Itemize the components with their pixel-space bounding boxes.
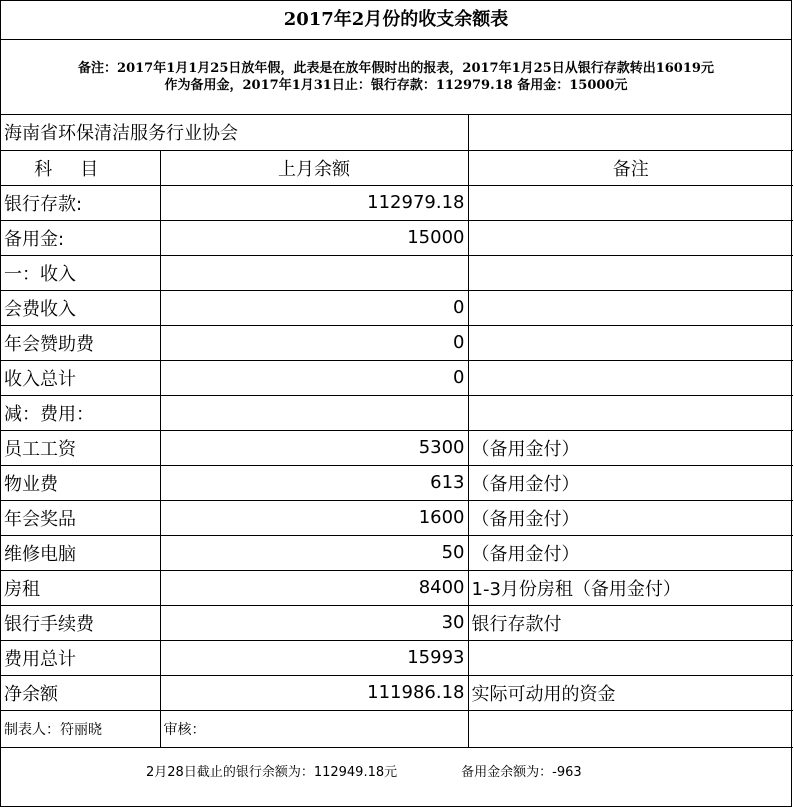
- row-amount[interactable]: 613: [160, 465, 468, 500]
- row-remark[interactable]: [468, 185, 793, 220]
- row-amount[interactable]: 8400: [160, 570, 468, 605]
- row-subject[interactable]: 年会奖品: [1, 500, 160, 535]
- row-subject[interactable]: 银行手续费: [1, 605, 160, 640]
- row-subject[interactable]: 费用总计: [1, 640, 160, 675]
- note-line-2: 作为备用金，2017年1月31日止：银行存款：112979.18 备用金：15000元: [164, 78, 628, 93]
- row-amount[interactable]: 30: [160, 605, 468, 640]
- org-name[interactable]: 海南省环保清洁服务行业协会: [1, 115, 468, 150]
- row-remark[interactable]: [468, 255, 793, 290]
- row-subject[interactable]: 净余额: [1, 675, 160, 710]
- row-subject[interactable]: 会费收入: [1, 290, 160, 325]
- table-row: [1, 570, 793, 605]
- row-remark[interactable]: （备用金付）: [468, 500, 793, 535]
- reserve-balance-text: 备用金余额为：-963: [461, 765, 582, 780]
- table-row: [1, 255, 793, 290]
- header-balance[interactable]: 上月余额: [160, 150, 468, 185]
- row-amount[interactable]: 50: [160, 535, 468, 570]
- note-block: [1, 40, 791, 115]
- table-row: [1, 395, 793, 430]
- row-amount[interactable]: 0: [160, 325, 468, 360]
- table-row: [1, 290, 793, 325]
- org-row-blank[interactable]: [468, 115, 793, 150]
- footer-summary: [1, 748, 791, 794]
- row-subject[interactable]: 备用金:: [1, 220, 160, 255]
- note-line-1: 备注：2017年1月1月25日放年假，此表是在放年假时出的报表，2017年1月25日从银行存款转出16019元: [78, 61, 714, 76]
- table-row: [1, 185, 793, 220]
- org-row: [1, 115, 793, 150]
- row-subject[interactable]: 年会赞助费: [1, 325, 160, 360]
- table-row: [1, 430, 793, 465]
- row-amount[interactable]: 1600: [160, 500, 468, 535]
- row-subject[interactable]: 收入总计: [1, 360, 160, 395]
- row-amount[interactable]: 0: [160, 290, 468, 325]
- row-remark[interactable]: [468, 360, 793, 395]
- row-subject[interactable]: 减：费用：: [1, 395, 160, 430]
- row-subject[interactable]: 维修电脑: [1, 535, 160, 570]
- row-subject[interactable]: 一：收入: [1, 255, 160, 290]
- table-row: [1, 360, 793, 395]
- row-amount[interactable]: [160, 255, 468, 290]
- table-row: [1, 325, 793, 360]
- table-row: [1, 220, 793, 255]
- table-row: [1, 640, 793, 675]
- row-remark[interactable]: （备用金付）: [468, 535, 793, 570]
- row-subject[interactable]: 银行存款:: [1, 185, 160, 220]
- row-amount[interactable]: 15000: [160, 220, 468, 255]
- row-subject[interactable]: 物业费: [1, 465, 160, 500]
- row-remark[interactable]: [468, 325, 793, 360]
- header-subject[interactable]: 科目: [1, 150, 160, 185]
- ledger-table: [1, 115, 793, 748]
- header-row: [1, 150, 793, 185]
- table-row: [1, 605, 793, 640]
- row-amount[interactable]: [160, 395, 468, 430]
- row-remark[interactable]: （备用金付）: [468, 465, 793, 500]
- row-remark[interactable]: [468, 395, 793, 430]
- reviewer-label[interactable]: 审核：: [160, 710, 468, 747]
- row-amount[interactable]: 112979.18: [160, 185, 468, 220]
- row-remark[interactable]: 实际可动用的资金: [468, 675, 793, 710]
- row-subject[interactable]: 房租: [1, 570, 160, 605]
- row-remark[interactable]: [468, 640, 793, 675]
- row-remark[interactable]: [468, 290, 793, 325]
- row-amount[interactable]: 0: [160, 360, 468, 395]
- bank-balance-text: 2月28日截止的银行余额为：112949.18元: [146, 765, 398, 780]
- row-remark[interactable]: 银行存款付: [468, 605, 793, 640]
- row-subject[interactable]: 员工工资: [1, 430, 160, 465]
- table-row: [1, 500, 793, 535]
- signature-row: [1, 710, 793, 747]
- signature-blank[interactable]: [468, 710, 793, 747]
- row-amount[interactable]: 15993: [160, 640, 468, 675]
- table-row: [1, 675, 793, 710]
- header-remark[interactable]: 备注: [468, 150, 793, 185]
- table-row: [1, 465, 793, 500]
- preparer-label[interactable]: 制表人：符丽晓: [1, 710, 160, 747]
- table-row: [1, 535, 793, 570]
- page-title: 2017年2月份的收支余额表: [1, 1, 791, 40]
- row-remark[interactable]: （备用金付）: [468, 430, 793, 465]
- row-remark[interactable]: 1-3月份房租（备用金付）: [468, 570, 793, 605]
- row-amount[interactable]: 5300: [160, 430, 468, 465]
- row-remark[interactable]: [468, 220, 793, 255]
- row-amount[interactable]: 111986.18: [160, 675, 468, 710]
